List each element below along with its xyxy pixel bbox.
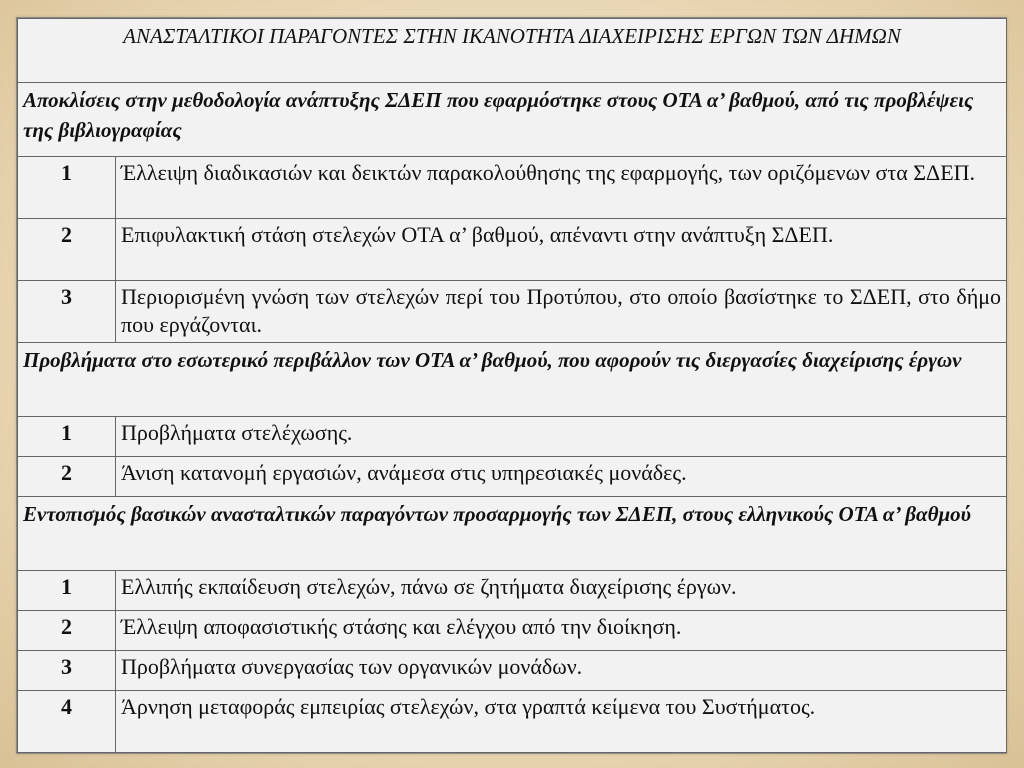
table-row: [18, 417, 1007, 457]
item-text: Άνιση κατανομή εργασιών, ανάμεσα στις υπηρεσιακές μονάδες.: [116, 457, 1007, 497]
item-text: Προβλήματα στελέχωσης.: [116, 417, 1007, 457]
item-number: 1: [18, 571, 116, 611]
item-number: 3: [18, 651, 116, 691]
table-row: [18, 611, 1007, 651]
item-text: Άρνηση μεταφοράς εμπειρίας στελεχών, στα γραπτά κείμενα του Συστήματος.: [116, 691, 1007, 753]
item-number: 2: [18, 611, 116, 651]
item-text: Έλλειψη αποφασιστικής στάσης και ελέγχου από την διοίκηση.: [116, 611, 1007, 651]
table-row: [18, 571, 1007, 611]
table-row: [18, 691, 1007, 753]
factors-table: [17, 18, 1007, 753]
title-row: [18, 19, 1007, 83]
item-text: Ελλιπής εκπαίδευση στελεχών, πάνω σε ζητήματα διαχείρισης έργων.: [116, 571, 1007, 611]
section-heading: Εντοπισμός βασικών ανασταλτικών παραγόντων προσαρμογής των ΣΔΕΠ, στους ελληνικούς ΟΤΑ α’ βαθμού: [18, 497, 1007, 571]
item-number: 4: [18, 691, 116, 753]
section-row: [18, 497, 1007, 571]
item-number: 2: [18, 219, 116, 281]
item-number: 1: [18, 157, 116, 219]
section-heading: Προβλήματα στο εσωτερικό περιβάλλον των ΟΤΑ α’ βαθμού, που αφορούν τις διεργασίες διαχείρισης έργων: [18, 343, 1007, 417]
section-row: [18, 83, 1007, 157]
document-page: [16, 17, 1007, 754]
item-text: Προβλήματα συνεργασίας των οργανικών μονάδων.: [116, 651, 1007, 691]
table-row: [18, 651, 1007, 691]
item-text: Επιφυλακτική στάση στελεχών ΟΤΑ α’ βαθμού, απέναντι στην ανάπτυξη ΣΔΕΠ.: [116, 219, 1007, 281]
item-number: 3: [18, 281, 116, 343]
section-row: [18, 343, 1007, 417]
table-row: [18, 281, 1007, 343]
table-title: ΑΝΑΣΤΑΛΤΙΚΟΙ ΠΑΡΑΓΟΝΤΕΣ ΣΤΗΝ ΙΚΑΝΟΤΗΤΑ ΔΙΑΧΕΙΡΙΣΗΣ ΕΡΓΩΝ ΤΩΝ ΔΗΜΩΝ: [18, 19, 1007, 83]
table-row: [18, 219, 1007, 281]
item-text: Περιορισμένη γνώση των στελεχών περί του Προτύπου, στο οποίο βασίστηκε το ΣΔΕΠ, στο δήμο που εργάζονται.: [116, 281, 1007, 343]
item-number: 2: [18, 457, 116, 497]
table-row: [18, 157, 1007, 219]
item-number: 1: [18, 417, 116, 457]
item-text: Έλλειψη διαδικασιών και δεικτών παρακολούθησης της εφαρμογής, των οριζόμενων στα ΣΔΕΠ.: [116, 157, 1007, 219]
table-row: [18, 457, 1007, 497]
section-heading: Αποκλίσεις στην μεθοδολογία ανάπτυξης ΣΔΕΠ που εφαρμόστηκε στους ΟΤΑ α’ βαθμού, από τις προβλέψεις της βιβλιογραφίας: [18, 83, 1007, 157]
